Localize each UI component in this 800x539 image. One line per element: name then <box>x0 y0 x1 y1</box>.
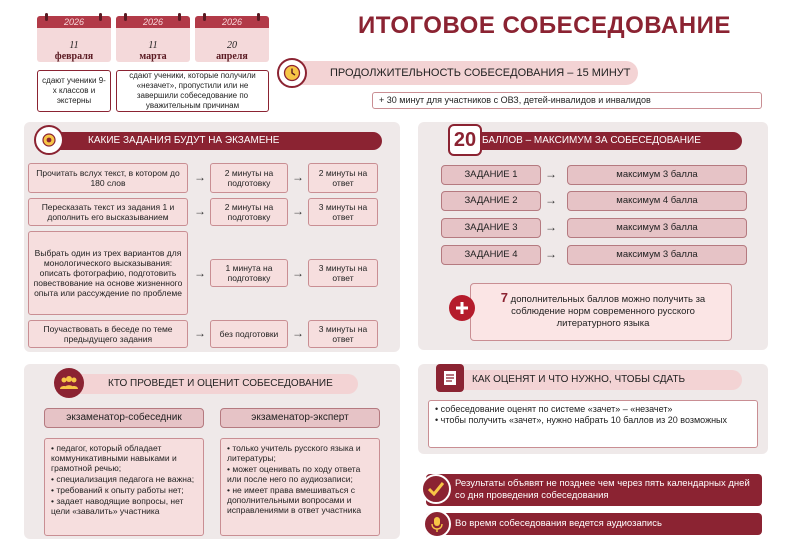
calendar-year: 2026 <box>195 16 269 28</box>
arrow-right-icon: → <box>545 193 557 207</box>
list-item: • чтобы получить «зачет», нужно набрать 10 баллов из 20 возможных <box>435 415 728 425</box>
eval-header: КАК ОЦЕНЯТ И ЧТО НУЖНО, ЧТОБЫ СДАТЬ <box>452 370 742 390</box>
arrow-right-icon: → <box>292 326 304 340</box>
calendar-month: февраля <box>54 51 94 62</box>
score-max-3: максимум 3 балла <box>567 218 747 238</box>
task-4-description: Поучаствовать в беседе по теме предыдущего задания <box>28 320 188 348</box>
score-task-4: ЗАДАНИЕ 4 <box>441 245 541 265</box>
list-item: • не имеет права вмешиваться с дополнительными вопросами и исправлениями в ответ участника <box>227 485 362 515</box>
score-max-4: максимум 3 балла <box>567 245 747 265</box>
calendar-april <box>195 16 269 62</box>
examiner-expert-title: экзаменатор-эксперт <box>220 408 380 428</box>
score-max-2: максимум 4 балла <box>567 191 747 211</box>
bonus-text <box>480 292 726 330</box>
examiner-interviewer-list <box>44 438 204 536</box>
arrow-right-icon: → <box>194 204 206 218</box>
examiner-expert-list <box>220 438 380 536</box>
calendar-february <box>37 16 111 62</box>
calendar-year: 2026 <box>37 16 111 28</box>
list-item: • специализация педагога не важна; <box>51 474 195 484</box>
calendar-ring <box>99 13 102 21</box>
clock-icon <box>277 58 307 88</box>
score-header: БАЛЛОВ – МАКСИМУМ ЗА СОБЕСЕДОВАНИЕ <box>452 132 742 150</box>
calendar-year: 2026 <box>116 16 190 28</box>
calendar-day: 11 <box>148 40 158 51</box>
score-max-1: максимум 3 балла <box>567 165 747 185</box>
arrow-right-icon: → <box>194 326 206 340</box>
score-task-1: ЗАДАНИЕ 1 <box>441 165 541 185</box>
task-3-description: Выбрать один из трех вариантов для монологического высказывания: описать фотографию, подготовить повествование на основе жизненного опыта или рассуждение по проблеме <box>28 231 188 315</box>
gear-icon <box>34 125 64 155</box>
list-item: • может оценивать по ходу ответа или после него по аудиозаписи; <box>227 464 361 484</box>
calendar-march <box>116 16 190 62</box>
arrow-right-icon: → <box>545 167 557 181</box>
arrow-right-icon: → <box>292 170 304 184</box>
max-score-number: 20 <box>448 124 482 156</box>
calendar-ring <box>124 13 127 21</box>
people-icon <box>54 368 84 398</box>
calendar-ring <box>45 13 48 21</box>
arrow-right-icon: → <box>194 266 206 280</box>
task-4-prep: без подготовки <box>210 320 288 348</box>
bonus-description: дополнительных баллов можно получить за соблюдение норм современного русского литературного языка <box>510 294 706 329</box>
task-2-description: Пересказать текст из задания 1 и дополнить его высказыванием <box>28 198 188 226</box>
list-item: • педагог, который обладает коммуникативными навыками и грамотной речью; <box>51 443 177 473</box>
bonus-number: 7 <box>500 290 509 305</box>
task-1-answer: 2 минуты на ответ <box>308 163 378 193</box>
eval-list <box>428 400 758 448</box>
task-1-prep: 2 минуты на подготовку <box>210 163 288 193</box>
task-3-answer: 3 минуты на ответ <box>308 259 378 287</box>
page-title: ИТОГОВОЕ СОБЕСЕДОВАНИЕ <box>358 12 731 39</box>
calendar-ring <box>257 13 260 21</box>
list-item: • требований к опыту работы нет; <box>51 485 184 495</box>
score-task-3: ЗАДАНИЕ 3 <box>441 218 541 238</box>
task-2-prep: 2 минуты на подготовку <box>210 198 288 226</box>
calendar-ring <box>203 13 206 21</box>
calendar-month: апреля <box>216 51 248 62</box>
task-1-description: Прочитать вслух текст, в котором до 180 слов <box>28 163 188 193</box>
list-item: • задает наводящие вопросы, нет цели «завалить» участника <box>51 496 184 516</box>
arrow-right-icon: → <box>194 170 206 184</box>
arrow-right-icon: → <box>292 204 304 218</box>
arrow-right-icon: → <box>545 220 557 234</box>
note-main-date: сдают ученики 9-х классов и экстерны <box>37 70 111 112</box>
list-item: • собеседование оценят по системе «зачет» – «незачет» <box>435 404 673 414</box>
tasks-header: КАКИЕ ЗАДАНИЯ БУДУТ НА ЭКЗАМЕНЕ <box>42 132 382 150</box>
check-icon <box>421 474 451 504</box>
duration-text: ПРОДОЛЖИТЕЛЬНОСТЬ СОБЕСЕДОВАНИЯ – 15 МИНУТ <box>330 67 631 79</box>
score-task-2: ЗАДАНИЕ 2 <box>441 191 541 211</box>
duration-extra: + 30 минут для участников с ОВЗ, детей-инвалидов и инвалидов <box>372 92 762 109</box>
calendar-day: 11 <box>69 40 79 51</box>
audio-text: Во время собеседования ведется аудиозапись <box>455 518 662 529</box>
results-text: Результаты объявят не позднее чем через пять календарных дней со дня проведения собеседования <box>455 478 750 501</box>
who-header: КТО ПРОВЕДЕТ И ОЦЕНИТ СОБЕСЕДОВАНИЕ <box>66 374 358 394</box>
list-item: • только учитель русского языка и литературы; <box>227 443 361 463</box>
plus-icon <box>449 295 475 321</box>
examiner-interviewer-title: экзаменатор-собеседник <box>44 408 204 428</box>
arrow-right-icon: → <box>545 247 557 261</box>
microphone-icon <box>423 510 451 538</box>
calendar-day: 20 <box>227 40 237 51</box>
note-retake-dates: сдают ученики, которые получили «незачет», пропустили или не завершили собеседование по уважительным причинам <box>116 70 269 112</box>
task-3-prep: 1 минута на подготовку <box>210 259 288 287</box>
calendar-ring <box>178 13 181 21</box>
calendar-month: марта <box>139 51 167 62</box>
task-4-answer: 3 минуты на ответ <box>308 320 378 348</box>
arrow-right-icon: → <box>292 266 304 280</box>
task-2-answer: 3 минуты на ответ <box>308 198 378 226</box>
checklist-icon <box>436 364 464 392</box>
